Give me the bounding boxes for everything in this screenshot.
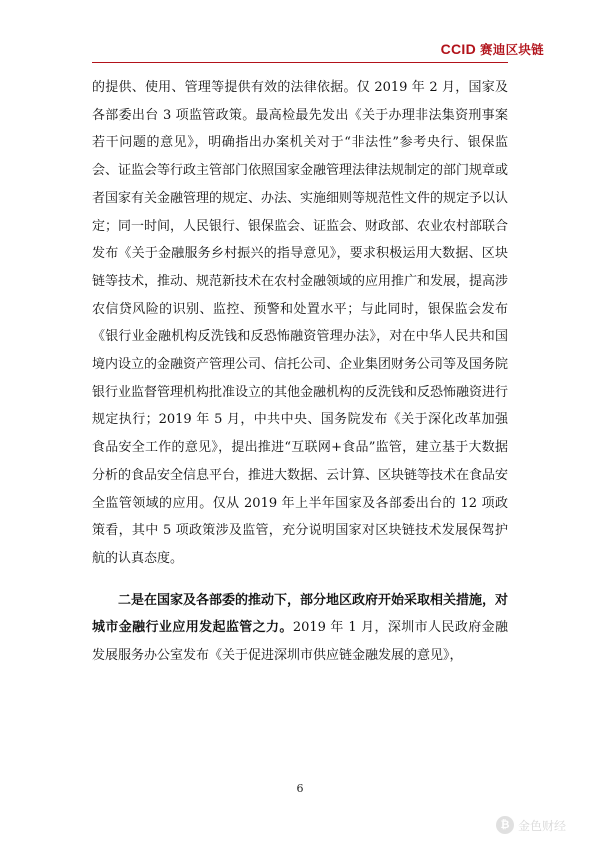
paragraph-2 <box>92 587 508 670</box>
paragraph-1-text: 的提供、使用、管理等提供有效的法律依据。仅 2019 年 2 月，国家及各部委出台 3 项监管政策。最高检最先发出《关于办理非法集资刑事案若干问题的意见》，明确指出办案机关对于“非法性”参考央行、银保监会、证监会等行政主管部门依照国家金融管理法律法规制定的部门规章或者国家有关金融管理的规定、办法、实施细则等规范性文件的规定予以认定；同一时间，人民银行、银保监会、证监会、财政部、农业农村部联合发布《关于金融服务乡村振兴的指导意见》，要求积极运用大数据、区块链等技术，推动、规范新技术在农村金融领域的应用推广和发展，提高涉农信贷风险的识别、监控、预警和处置水平；与此同时，银保监会发布《银行业金融机构反洗钱和反恐怖融资管理办法》，对在中华人民共和国境内设立的金融资产管理公司、信托公司、企业集团财务公司等及国务院银行业监督管理机构批准设立的其他金融机构的反洗钱和反恐怖融资进行规定执行；2019 年 5 月，中共中央、国务院发布《关于深化改革加强食品安全工作的意见》，提出推进“互联网+食品”监管，建立基于大数据分析的食品安全信息平台，推进大数据、云计算、区块链等技术在食品安全监管领域的应用。仅从 2019 年上半年国家及各部委出台的 12 项政策看，其中 5 项政策涉及监管，充分说明国家对区块链技术发展保驾护航的认真态度。 <box>92 80 509 566</box>
header-divider <box>92 62 508 63</box>
document-body <box>92 74 508 670</box>
paragraph-2-lead: 二是在国家及各部委的推动下，部分地区政府开始采取相关措施，对城市金融行业应用发起监管之力。 <box>92 592 509 636</box>
paragraph-2-text: 2019 年 1 月，深圳市人民政府金融发展服务办公室发布《关于促进深圳市供应链金融发展的意见》， <box>92 620 508 664</box>
source-watermark <box>496 814 586 836</box>
paragraph-1 <box>92 74 508 573</box>
brand-logo <box>441 40 544 58</box>
brand-latin: CCID <box>440 41 476 57</box>
page-number: 6 <box>296 782 304 795</box>
page-header <box>0 0 600 62</box>
brand-cn: 赛迪区块链 <box>479 43 544 57</box>
watermark-text: 金色财经 <box>518 818 567 833</box>
coin-icon: ₿ <box>496 816 514 834</box>
